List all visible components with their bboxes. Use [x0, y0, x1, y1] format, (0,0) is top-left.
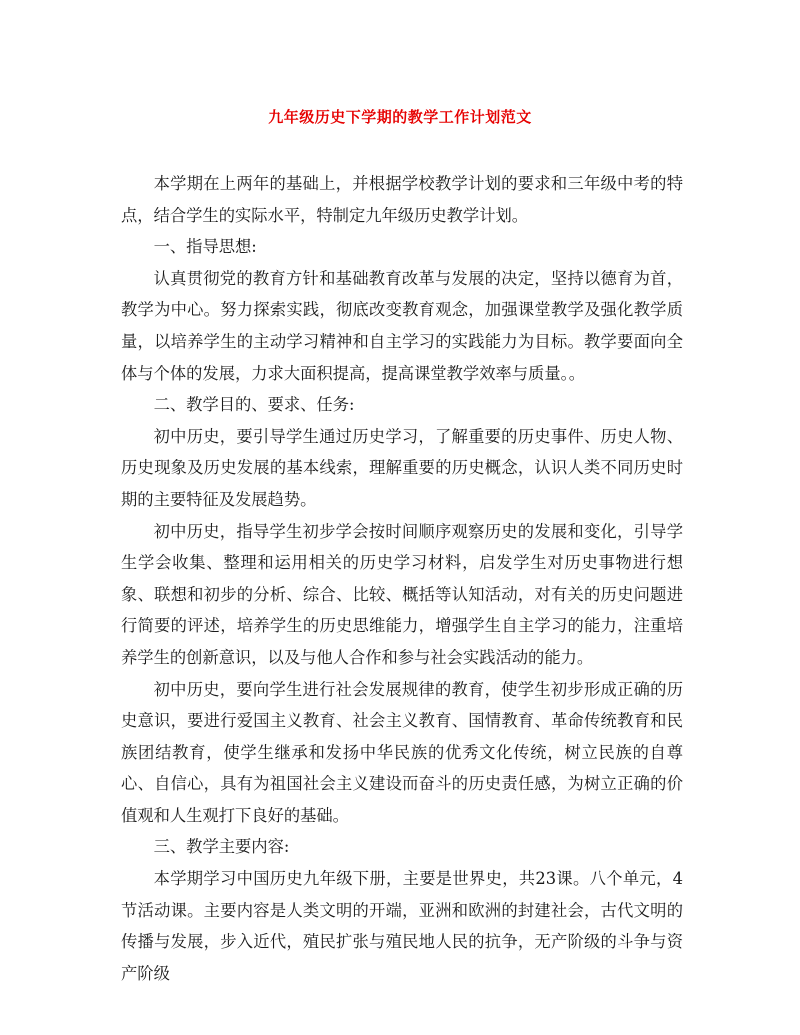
paragraph-goals-2: 初中历史，指导学生初步学会按时间顺序观察历史的发展和变化，引导学生学会收集、整理和运用相关的历史学习材料，启发学生对历史事物进行想象、联想和初步的分析、综合、比较、概括等认知活动，对有关的历史问题进行简要的评述，培养学生的历史思维能力，增强学生自主学习的能力，注重培养学生的创新意识，以及与他人合作和参与社会实践活动的能力。	[121, 521, 683, 667]
section-heading-teaching-goals: 二、教学目的、要求、任务:	[153, 395, 355, 415]
section-heading-main-content: 三、教学主要内容:	[153, 837, 290, 857]
section-heading-guiding-ideology: 一、指导思想:	[153, 237, 257, 257]
document-title: 九年级历史下学期的教学工作计划范文	[268, 108, 532, 126]
document-body	[121, 168, 683, 989]
paragraph-guiding-ideology: 认真贯彻党的教育方针和基础教育改革与发展的决定，坚持以德育为首，教学为中心。努力探索实践，彻底改变教育观念，加强课堂教学及强化教学质量，以培养学生的主动学习精神和自主学习的实践能力为目标。教学要面向全体与个体的发展，力求大面积提高，提高课堂教学效率与质量。。	[121, 268, 683, 383]
paragraph-goals-3: 初中历史，要向学生进行社会发展规律的教育，使学生初步形成正确的历史意识，要进行爱国主义教育、社会主义教育、国情教育、革命传统教育和民族团结教育，使学生继承和发扬中华民族的优秀文化传统，树立民族的自尊心、自信心，具有为祖国社会主义建设而奋斗的历史责任感，为树立正确的价值观和人生观打下良好的基础。	[121, 679, 683, 825]
paragraph-main-content: 本学期学习中国历史九年级下册，主要是世界史，共23课。八个单元，4节活动课。主要内容是人类文明的开端，亚洲和欧洲的封建社会，古代文明的传播与发展，步入近代，殖民扩张与殖民地人民的抗争，无产阶级的斗争与资产阶级	[121, 869, 683, 983]
paragraph-intro: 本学期在上两年的基础上，并根据学校教学计划的要求和三年级中考的特点，结合学生的实际水平，特制定九年级历史教学计划。	[121, 174, 683, 225]
paragraph-goals-1: 初中历史，要引导学生通过历史学习，了解重要的历史事件、历史人物、历史现象及历史发展的基本线索，理解重要的历史概念，认识人类不同历史时期的主要特征及发展趋势。	[121, 426, 683, 509]
